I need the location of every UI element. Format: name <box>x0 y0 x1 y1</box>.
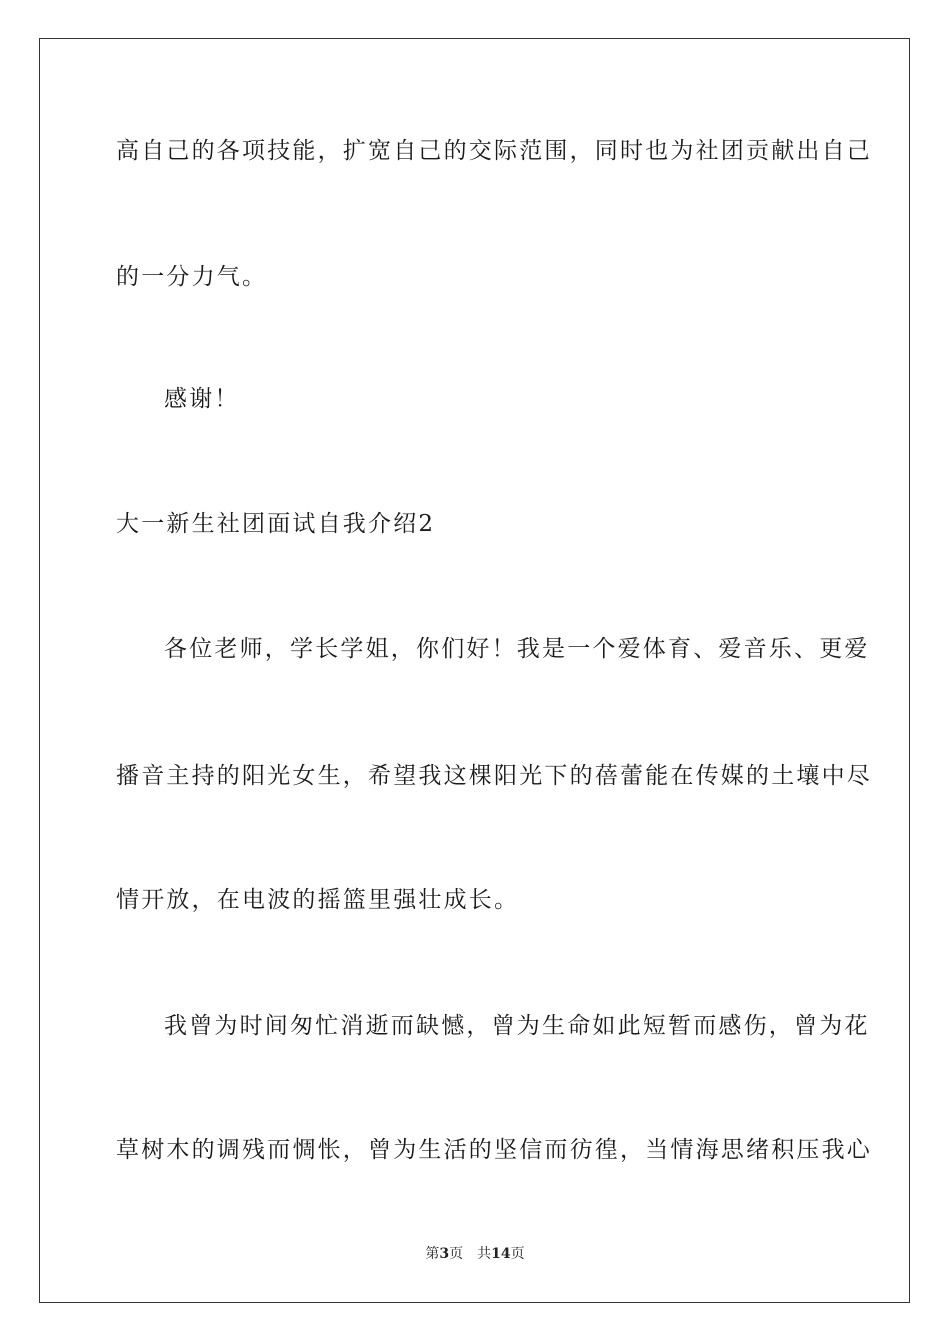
body-line-6: 播音主持的阳光女生，希望我这棵阳光下的蓓蕾能在传媒的土壤中尽 <box>116 763 872 789</box>
body-line-9: 草树木的调残而惆怅，曾为生活的坚信而彷徨，当情海思绪积压我心 <box>116 1137 872 1163</box>
body-line-2: 的一分力气。 <box>116 264 268 290</box>
page-border <box>39 38 910 1303</box>
body-line-7: 情开放，在电波的摇篮里强壮成长。 <box>116 887 520 913</box>
total-prefix: 共 <box>477 1246 492 1262</box>
body-line-1: 高自己的各项技能，扩宽自己的交际范围，同时也为社团贡献出自己 <box>116 138 872 164</box>
total-pages: 14 <box>491 1246 511 1262</box>
closing-thanks: 感谢！ <box>164 386 240 412</box>
page-suffix: 页 <box>449 1246 464 1262</box>
page-number: 3 <box>439 1246 450 1262</box>
total-suffix: 页 <box>510 1246 525 1262</box>
body-line-8: 我曾为时间匆忙消逝而缺憾，曾为生命如此短暂而感伤，曾为花 <box>164 1013 870 1039</box>
section-heading: 大一新生社团面试自我介绍2 <box>116 511 436 537</box>
page-footer <box>0 1244 950 1264</box>
body-line-5: 各位老师，学长学姐，你们好！我是一个爱体育、爱音乐、更爱 <box>164 636 870 662</box>
page-prefix: 第 <box>425 1246 440 1262</box>
